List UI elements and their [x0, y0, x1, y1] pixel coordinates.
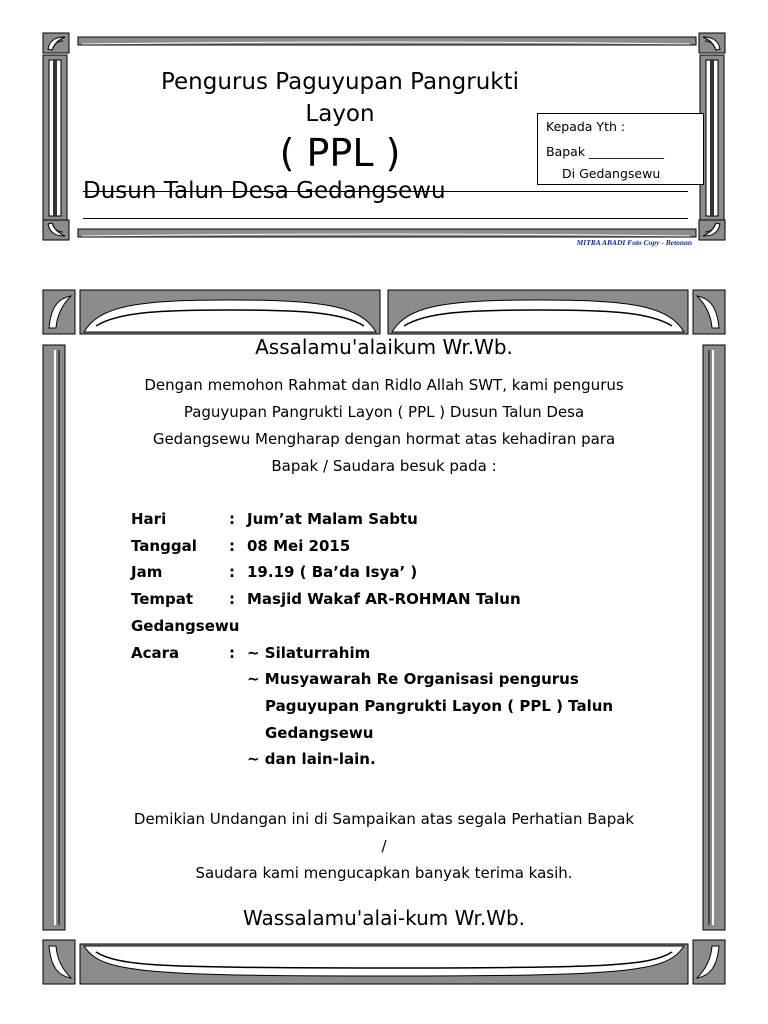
- header-abbreviation: ( PPL ): [279, 131, 401, 175]
- intro-line: Paguyupan Pangrukti Layon ( PPL ) Dusun Talun Desa: [183, 403, 585, 421]
- farewell: Wassalamu'alai-kum Wr.Wb.: [242, 906, 526, 930]
- colon: :: [229, 563, 235, 582]
- intro-line: Gedangsewu Mengharap dengan hormat atas kehadiran para: [152, 430, 616, 448]
- agenda-item-cont: Paguyupan Pangrukti Layon ( PPL ) Talun: [265, 696, 614, 715]
- day-value: Jum’at Malam Sabtu: [247, 510, 418, 528]
- place-value: Masjid Wakaf AR-ROHMAN Talun: [247, 590, 521, 609]
- closing-line: /: [381, 837, 387, 855]
- agenda-item: ~ Silaturrahim: [247, 643, 371, 662]
- intro-paragraph: [70, 372, 698, 480]
- agenda-item: ~ dan lain-lain.: [247, 750, 376, 769]
- closing-line: Demikian Undangan ini di Sampaikan atas segala Perhatian Bapak: [133, 810, 635, 828]
- closing-paragraph: [70, 806, 698, 887]
- colon: :: [229, 643, 235, 662]
- credit-text: MITRA ABADI Foto Copy - Betonan: [576, 238, 692, 247]
- header-location: Dusun Talun Desa Gedangsewu: [83, 178, 446, 204]
- intro-line: Dengan memohon Rahmat dan Ridlo Allah SWT, kami pengurus: [144, 376, 624, 394]
- header-title-line2: Layon: [305, 101, 375, 127]
- intro-line: Bapak / Saudara besuk pada :: [271, 457, 497, 475]
- time-label: Jam: [131, 563, 163, 582]
- place-label: Tempat: [131, 590, 194, 609]
- agenda-item: ~ Musyawarah Re Organisasi pengurus: [247, 670, 579, 689]
- colon: :: [229, 510, 235, 528]
- agenda-label: Acara: [131, 643, 180, 662]
- header-rule-bottom: [83, 218, 688, 219]
- recipient-box: [537, 113, 704, 185]
- greeting: Assalamu'alaikum Wr.Wb.: [255, 335, 513, 359]
- time-value: 19.19 ( Ba’da Isya’ ): [247, 563, 418, 582]
- place-value-cont: Gedangsewu: [131, 616, 240, 635]
- recipient-name: Bapak ____________: [546, 144, 665, 159]
- date-value: 08 Mei 2015: [247, 536, 351, 555]
- closing-line: Saudara kami mengucapkan banyak terima kasih.: [195, 864, 573, 882]
- colon: :: [229, 590, 235, 609]
- date-label: Tanggal: [131, 536, 197, 555]
- recipient-label: Kepada Yth :: [546, 119, 626, 134]
- header-title-line1: Pengurus Paguyupan Pangrukti: [160, 69, 520, 95]
- colon: :: [229, 536, 235, 555]
- recipient-place: Di Gedangsewu: [562, 166, 661, 181]
- day-label: Hari: [131, 510, 167, 528]
- agenda-item-cont: Gedangsewu: [265, 723, 374, 742]
- header-rule-top: [83, 191, 688, 192]
- event-details: [131, 506, 691, 776]
